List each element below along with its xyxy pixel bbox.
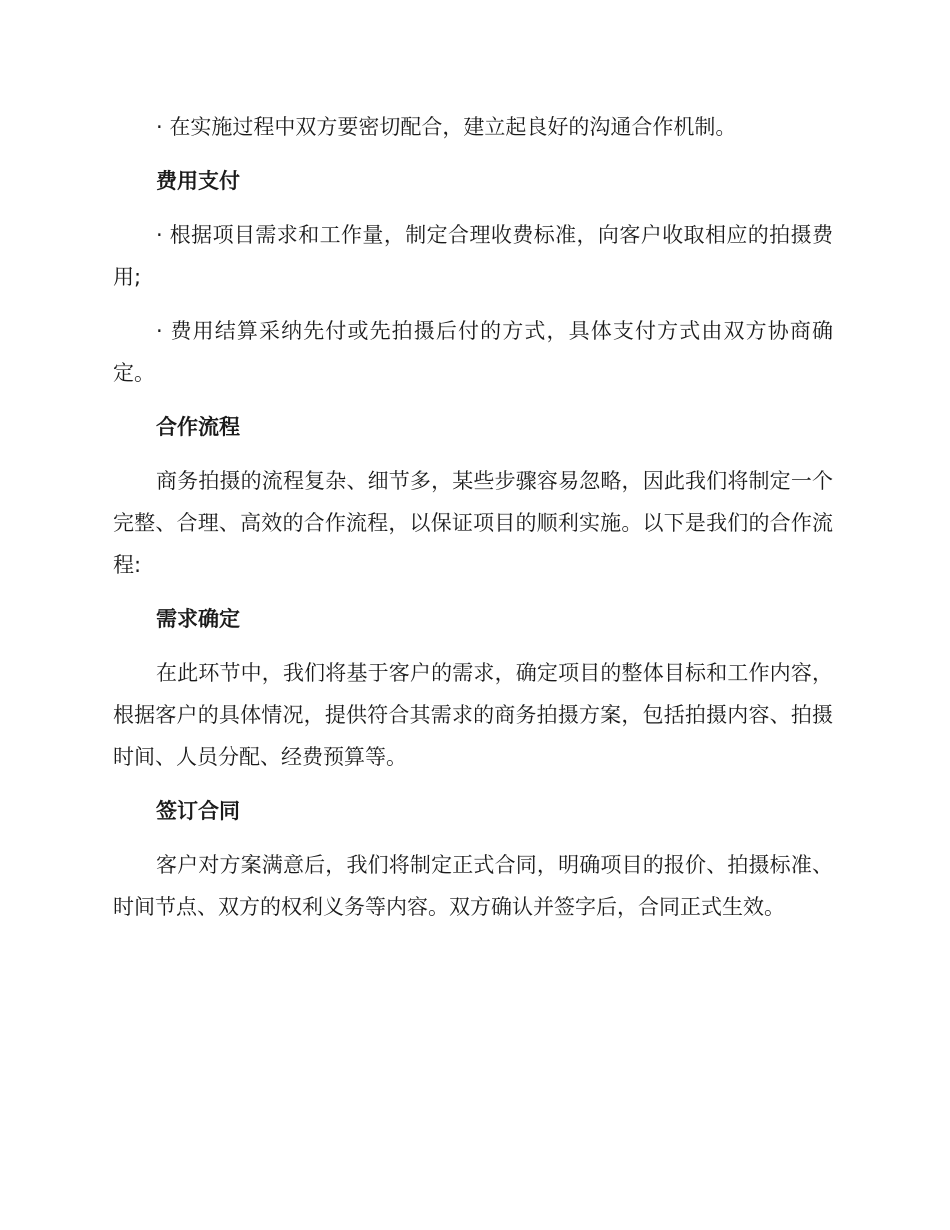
paragraph-cooperation-mechanism: · 在实施过程中双方要密切配合，建立起良好的沟通合作机制。 — [156, 115, 737, 139]
heading-requirement-confirmation: 需求确定 — [156, 607, 240, 631]
heading-cooperation-process: 合作流程 — [156, 415, 240, 439]
heading-sign-contract: 签订合同 — [156, 799, 240, 823]
paragraph-fee-standard: · 根据项目需求和工作量，制定合理收费标准，向客户收取相应的拍摄费用; — [113, 223, 833, 289]
paragraph-process-intro: 商务拍摄的流程复杂、细节多，某些步骤容易忽略，因此我们将制定一个完整、合理、高效的合作流程，以保证项目的顺利实施。以下是我们的合作流程: — [113, 469, 833, 577]
document-page — [113, 106, 833, 928]
paragraph-fee-settlement: · 费用结算采纳先付或先拍摄后付的方式，具体支付方式由双方协商确定。 — [113, 319, 833, 385]
heading-fee-payment: 费用支付 — [156, 169, 240, 193]
paragraph-contract-details: 客户对方案满意后，我们将制定正式合同，明确项目的报价、拍摄标准、时间节点、双方的权利义务等内容。双方确认并签字后，合同正式生效。 — [113, 853, 833, 919]
paragraph-requirement-details: 在此环节中，我们将基于客户的需求，确定项目的整体目标和工作内容，根据客户的具体情况，提供符合其需求的商务拍摄方案，包括拍摄内容、拍摄时间、人员分配、经费预算等。 — [113, 661, 833, 769]
